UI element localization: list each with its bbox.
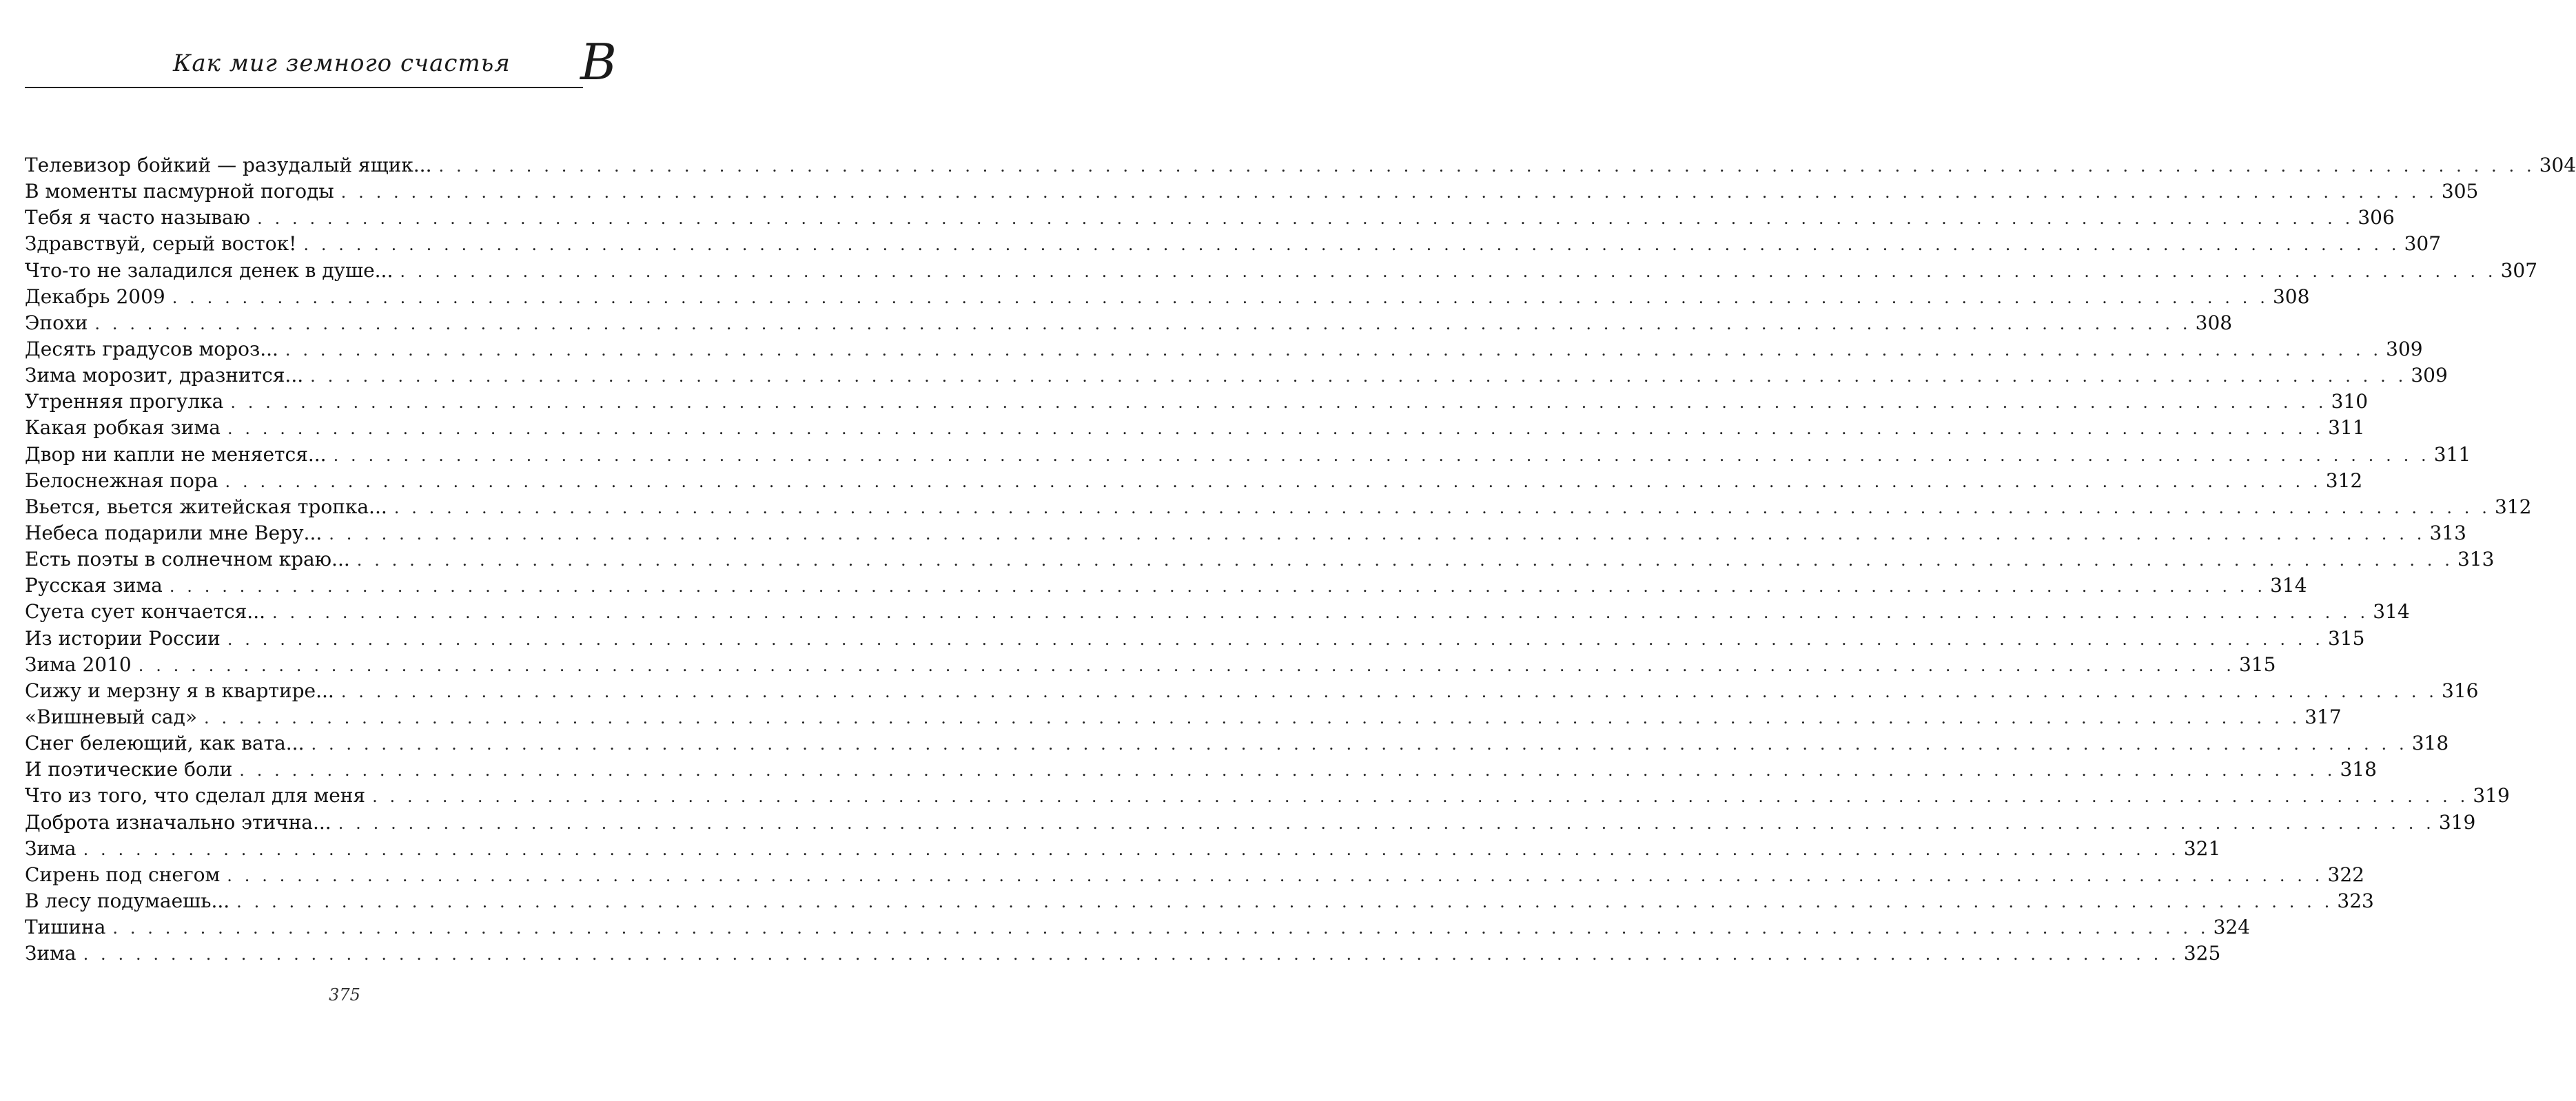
toc-entry-page: 305 <box>2441 180 2479 203</box>
dot-leader: . . . . . . . . . . . . . . . . . . . . . . . . . . . . . . . . . . . . . . . . . . . . . . . . . . . . . . . . . . . . . . . . . . . . . . . . . . . . . . . . . . . . . . . . . . . . . . . . . . . . . . . . . . . . . . . . . . . . . . . . <box>227 629 2324 649</box>
toc-entry-title: Утренняя прогулка <box>25 390 224 413</box>
toc-entry-title: Эпохи <box>25 311 88 334</box>
toc-entry <box>25 362 2448 389</box>
dot-leader: . . . . . . . . . . . . . . . . . . . . . . . . . . . . . . . . . . . . . . . . . . . . . . . . . . . . . . . . . . . . . . . . . . . . . . . . . . . . . . . . . . . . . . . . . . . . . . . . . . . . . . . . . . . . . . . . . . . . . . . . <box>239 761 2336 781</box>
toc-entry-title: Доброта изначально этична... <box>25 810 331 834</box>
toc-entry-page: 304 <box>2539 154 2576 176</box>
dot-leader: . . . . . . . . . . . . . . . . . . . . . . . . . . . . . . . . . . . . . . . . . . . . . . . . . . . . . . . . . . . . . . . . . . . . . . . . . . . . . . . . . . . . . . . . . . . . . . . . . . . . . . . . . . . . . . . . . . . . . . . . <box>204 708 2301 728</box>
toc-entry-title: Декабрь 2009 <box>25 285 165 308</box>
dot-leader: . . . . . . . . . . . . . . . . . . . . . . . . . . . . . . . . . . . . . . . . . . . . . . . . . . . . . . . . . . . . . . . . . . . . . . . . . . . . . . . . . . . . . . . . . . . . . . . . . . . . . . . . . . . . . . . . . . . . . . . . <box>285 340 2382 360</box>
toc-entry-title: «Вишневый сад» <box>25 705 197 728</box>
toc-entry <box>25 284 2310 310</box>
toc-entry-page: 310 <box>2331 390 2369 413</box>
toc-entry-title: Телевизор бойкий — разудалый ящик... <box>25 154 432 176</box>
toc-entry-title: Здравствуй, серый восток! <box>25 232 297 256</box>
toc-entry-title: Сирень под снегом <box>25 863 221 886</box>
toc-entry-page: 319 <box>2473 784 2510 807</box>
toc-entry <box>25 599 2410 625</box>
dot-leader: . . . . . . . . . . . . . . . . . . . . . . . . . . . . . . . . . . . . . . . . . . . . . . . . . . . . . . . . . . . . . . . . . . . . . . . . . . . . . . . . . . . . . . . . . . . . . . . . . . . . . . . . . . . . . . . . . . . . . . . . <box>83 839 2180 859</box>
toc-entry <box>25 573 2307 599</box>
toc-entry-page: 325 <box>2183 942 2221 965</box>
toc-entry-page: 313 <box>2457 548 2495 571</box>
toc-entry-title: Десять градусов мороз... <box>25 337 278 360</box>
toc-entry <box>25 178 2479 205</box>
toc-entry <box>25 888 2374 914</box>
dot-leader: . . . . . . . . . . . . . . . . . . . . . . . . . . . . . . . . . . . . . . . . . . . . . . . . . . . . . . . . . . . . . . . . . . . . . . . . . . . . . . . . . . . . . . . . . . . . . . . . . . . . . . . . . . . . . . . . . . . . . . . . <box>225 471 2322 491</box>
dot-leader: . . . . . . . . . . . . . . . . . . . . . . . . . . . . . . . . . . . . . . . . . . . . . . . . . . . . . . . . . . . . . . . . . . . . . . . . . . . . . . . . . . . . . . . . . . . . . . . . . . . . . . . . . . . . . . . . . . . . . . . . <box>227 419 2324 439</box>
toc-entry-page: 309 <box>2386 337 2423 360</box>
toc-entry-page: 317 <box>2304 705 2342 728</box>
toc-entry-page: 324 <box>2213 916 2251 939</box>
toc-entry-title: В моменты пасмурной погоды <box>25 180 334 203</box>
toc-entry-page: 314 <box>2270 574 2307 597</box>
toc-entry <box>25 757 2377 783</box>
dot-leader: . . . . . . . . . . . . . . . . . . . . . . . . . . . . . . . . . . . . . . . . . . . . . . . . . . . . . . . . . . . . . . . . . . . . . . . . . . . . . . . . . . . . . . . . . . . . . . . . . . . . . . . . . . . . . . . . . . . . . . . . <box>272 603 2369 623</box>
toc-entry-page: 308 <box>2272 285 2310 308</box>
toc-entry <box>25 940 2221 967</box>
dot-leader: . . . . . . . . . . . . . . . . . . . . . . . . . . . . . . . . . . . . . . . . . . . . . . . . . . . . . . . . . . . . . . . . . . . . . . . . . . . . . . . . . . . . . . . . . . . . . . . . . . . . . . . . . . . . . . . . . . . . . . . . <box>257 209 2354 229</box>
dot-leader: . . . . . . . . . . . . . . . . . . . . . . . . . . . . . . . . . . . . . . . . . . . . . . . . . . . . . . . . . . . . . . . . . . . . . . . . . . . . . . . . . . . . . . . . . . . . . . . . . . . . . . . . . . . . . . . . . . . . . . . . <box>356 550 2453 570</box>
toc-entry <box>25 836 2221 862</box>
toc-entry-title: Из истории России <box>25 626 221 650</box>
dot-leader: . . . . . . . . . . . . . . . . . . . . . . . . . . . . . . . . . . . . . . . . . . . . . . . . . . . . . . . . . . . . . . . . . . . . . . . . . . . . . . . . . . . . . . . . . . . . . . . . . . . . . . . . . . . . . . . . . . . . . . . . <box>338 813 2435 833</box>
dot-leader: . . . . . . . . . . . . . . . . . . . . . . . . . . . . . . . . . . . . . . . . . . . . . . . . . . . . . . . . . . . . . . . . . . . . . . . . . . . . . . . . . . . . . . . . . . . . . . . . . . . . . . . . . . . . . . . . . . . . . . . . <box>94 313 2191 333</box>
toc-entry <box>25 862 2364 888</box>
toc-entry-page: 323 <box>2337 889 2374 912</box>
toc-entry-title: Русская зима <box>25 574 163 597</box>
toc-entry-title: Что из того, что сделал для меня <box>25 784 366 807</box>
dot-leader: . . . . . . . . . . . . . . . . . . . . . . . . . . . . . . . . . . . . . . . . . . . . . . . . . . . . . . . . . . . . . . . . . . . . . . . . . . . . . . . . . . . . . . . . . . . . . . . . . . . . . . . . . . . . . . . . . . . . . . . . <box>311 734 2408 754</box>
dot-leader: . . . . . . . . . . . . . . . . . . . . . . . . . . . . . . . . . . . . . . . . . . . . . . . . . . . . . . . . . . . . . . . . . . . . . . . . . . . . . . . . . . . . . . . . . . . . . . . . . . . . . . . . . . . . . . . . . . . . . . . . <box>329 524 2426 544</box>
toc-entry-title: Белоснежная пора <box>25 469 218 492</box>
dot-leader: . . . . . . . . . . . . . . . . . . . . . . . . . . . . . . . . . . . . . . . . . . . . . . . . . . . . . . . . . . . . . . . . . . . . . . . . . . . . . . . . . . . . . . . . . . . . . . . . . . . . . . . . . . . . . . . . . . . . . . . . <box>230 393 2327 413</box>
toc-entry-title: Какая робкая зима <box>25 416 221 440</box>
toc-entry-title: Вьется, вьется житейская тропка... <box>25 495 387 518</box>
toc-entry-page: 306 <box>2358 206 2395 229</box>
toc-entry-title: Суета сует кончается... <box>25 600 266 624</box>
dot-leader: . . . . . . . . . . . . . . . . . . . . . . . . . . . . . . . . . . . . . . . . . . . . . . . . . . . . . . . . . . . . . . . . . . . . . . . . . . . . . . . . . . . . . . . . . . . . . . . . . . . . . . . . . . . . . . . . . . . . . . . . <box>340 681 2438 701</box>
toc-entry <box>25 704 2342 730</box>
toc-entry-page: 318 <box>2411 732 2449 755</box>
toc-entry-title: Небеса подарили мне Веру... <box>25 521 323 544</box>
toc-entry <box>25 783 2510 809</box>
toc-entry <box>25 494 2532 520</box>
toc-entry <box>25 205 2395 231</box>
running-title: Как миг земного счастья <box>173 50 511 77</box>
dot-leader: . . . . . . . . . . . . . . . . . . . . . . . . . . . . . . . . . . . . . . . . . . . . . . . . . . . . . . . . . . . . . . . . . . . . . . . . . . . . . . . . . . . . . . . . . . . . . . . . . . . . . . . . . . . . . . . . . . . . . . . . <box>112 918 2209 938</box>
dot-leader: . . . . . . . . . . . . . . . . . . . . . . . . . . . . . . . . . . . . . . . . . . . . . . . . . . . . . . . . . . . . . . . . . . . . . . . . . . . . . . . . . . . . . . . . . . . . . . . . . . . . . . . . . . . . . . . . . . . . . . . . <box>227 865 2324 885</box>
dot-leader: . . . . . . . . . . . . . . . . . . . . . . . . . . . . . . . . . . . . . . . . . . . . . . . . . . . . . . . . . . . . . . . . . . . . . . . . . . . . . . . . . . . . . . . . . . . . . . . . . . . . . . . . . . . . . . . . . . . . . . . . <box>138 655 2235 675</box>
table-of-contents <box>25 152 2576 967</box>
toc-entry <box>25 442 2471 468</box>
toc-entry <box>25 730 2449 757</box>
dot-leader: . . . . . . . . . . . . . . . . . . . . . . . . . . . . . . . . . . . . . . . . . . . . . . . . . . . . . . . . . . . . . . . . . . . . . . . . . . . . . . . . . . . . . . . . . . . . . . . . . . . . . . . . . . . . . . . . . . . . . . . . <box>236 892 2333 912</box>
toc-entry <box>25 231 2442 257</box>
toc-entry-page: 315 <box>2238 652 2276 676</box>
toc-entry-page: 315 <box>2328 626 2365 650</box>
toc-entry-title: Тишина <box>25 916 106 939</box>
toc-entry-page: 318 <box>2340 758 2377 781</box>
toc-entry-title: Снег белеющий, как вата... <box>25 732 305 755</box>
toc-entry-page: 312 <box>2325 469 2363 492</box>
toc-entry-title: Зима 2010 <box>25 652 132 676</box>
dot-leader: . . . . . . . . . . . . . . . . . . . . . . . . . . . . . . . . . . . . . . . . . . . . . . . . . . . . . . . . . . . . . . . . . . . . . . . . . . . . . . . . . . . . . . . . . . . . . . . . . . . . . . . . . . . . . . . . . . . . . . . . <box>340 183 2437 203</box>
dot-leader: . . . . . . . . . . . . . . . . . . . . . . . . . . . . . . . . . . . . . . . . . . . . . . . . . . . . . . . . . . . . . . . . . . . . . . . . . . . . . . . . . . . . . . . . . . . . . . . . . . . . . . . . . . . . . . . . . . . . . . . . <box>372 787 2469 807</box>
toc-entry-page: 307 <box>2500 258 2538 282</box>
dot-leader: . . . . . . . . . . . . . . . . . . . . . . . . . . . . . . . . . . . . . . . . . . . . . . . . . . . . . . . . . . . . . . . . . . . . . . . . . . . . . . . . . . . . . . . . . . . . . . . . . . . . . . . . . . . . . . . . . . . . . . . . <box>310 367 2407 387</box>
page-number: 375 <box>329 985 360 1005</box>
toc-entry-page: 313 <box>2429 521 2466 544</box>
toc-entry-title: И поэтические боли <box>25 758 233 781</box>
running-header <box>25 33 620 96</box>
header-rule <box>25 87 583 88</box>
dot-leader: . . . . . . . . . . . . . . . . . . . . . . . . . . . . . . . . . . . . . . . . . . . . . . . . . . . . . . . . . . . . . . . . . . . . . . . . . . . . . . . . . . . . . . . . . . . . . . . . . . . . . . . . . . . . . . . . . . . . . . . . <box>303 235 2400 255</box>
toc-entry-title: Зима морозит, дразнится... <box>25 364 304 387</box>
toc-entry <box>25 810 2476 836</box>
dot-leader: . . . . . . . . . . . . . . . . . . . . . . . . . . . . . . . . . . . . . . . . . . . . . . . . . . . . . . . . . . . . . . . . . . . . . . . . . . . . . . . . . . . . . . . . . . . . . . . . . . . . . . . . . . . . . . . . . . . . . . . . <box>169 577 2267 597</box>
toc-entry-title: Сижу и мерзну я в квартире... <box>25 679 334 702</box>
toc-entry-page: 307 <box>2404 232 2442 256</box>
toc-entry-title: Двор ни капли не меняется... <box>25 442 327 466</box>
toc-entry <box>25 546 2495 573</box>
toc-entry-page: 311 <box>2328 416 2365 440</box>
toc-entry <box>25 520 2466 546</box>
toc-entry-page: 308 <box>2195 311 2233 334</box>
dot-leader: . . . . . . . . . . . . . . . . . . . . . . . . . . . . . . . . . . . . . . . . . . . . . . . . . . . . . . . . . . . . . . . . . . . . . . . . . . . . . . . . . . . . . . . . . . . . . . . . . . . . . . . . . . . . . . . . . . . . . . . . <box>172 287 2269 307</box>
dot-leader: . . . . . . . . . . . . . . . . . . . . . . . . . . . . . . . . . . . . . . . . . . . . . . . . . . . . . . . . . . . . . . . . . . . . . . . . . . . . . . . . . . . . . . . . . . . . . . . . . . . . . . . . . . . . . . . . . . . . . . . . <box>438 156 2535 176</box>
dot-leader: . . . . . . . . . . . . . . . . . . . . . . . . . . . . . . . . . . . . . . . . . . . . . . . . . . . . . . . . . . . . . . . . . . . . . . . . . . . . . . . . . . . . . . . . . . . . . . . . . . . . . . . . . . . . . . . . . . . . . . . . <box>333 445 2430 465</box>
toc-entry-page: 322 <box>2327 863 2364 886</box>
toc-entry <box>25 310 2233 336</box>
dot-leader: . . . . . . . . . . . . . . . . . . . . . . . . . . . . . . . . . . . . . . . . . . . . . . . . . . . . . . . . . . . . . . . . . . . . . . . . . . . . . . . . . . . . . . . . . . . . . . . . . . . . . . . . . . . . . . . . . . . . . . . . <box>400 261 2497 281</box>
toc-entry-page: 311 <box>2433 442 2471 466</box>
toc-entry-title: Есть поэты в солнечном краю... <box>25 548 350 571</box>
dot-leader: . . . . . . . . . . . . . . . . . . . . . . . . . . . . . . . . . . . . . . . . . . . . . . . . . . . . . . . . . . . . . . . . . . . . . . . . . . . . . . . . . . . . . . . . . . . . . . . . . . . . . . . . . . . . . . . . . . . . . . . . <box>393 497 2491 517</box>
dot-leader: . . . . . . . . . . . . . . . . . . . . . . . . . . . . . . . . . . . . . . . . . . . . . . . . . . . . . . . . . . . . . . . . . . . . . . . . . . . . . . . . . . . . . . . . . . . . . . . . . . . . . . . . . . . . . . . . . . . . . . . . <box>83 945 2180 965</box>
toc-entry-page: 319 <box>2438 810 2476 834</box>
toc-entry <box>25 389 2369 415</box>
toc-entry-title: В лесу подумаешь... <box>25 889 230 912</box>
toc-entry <box>25 626 2365 652</box>
toc-entry <box>25 652 2276 678</box>
toc-entry <box>25 678 2479 704</box>
toc-entry <box>25 258 2538 284</box>
toc-entry-page: 309 <box>2411 364 2448 387</box>
toc-entry-title: Зима <box>25 942 76 965</box>
toc-entry <box>25 152 2576 178</box>
toc-entry-title: Тебя я часто называю <box>25 206 251 229</box>
toc-entry-page: 321 <box>2183 836 2221 860</box>
toc-entry-title: Что-то не заладился денек в душе... <box>25 258 393 282</box>
toc-entry-page: 314 <box>2373 600 2410 624</box>
toc-entry <box>25 415 2365 441</box>
toc-entry <box>25 468 2363 494</box>
section-letter: В <box>580 33 617 91</box>
toc-entry-page: 316 <box>2442 679 2479 702</box>
toc-entry-title: Зима <box>25 836 76 860</box>
toc-entry <box>25 336 2423 362</box>
toc-entry <box>25 914 2251 940</box>
toc-entry-page: 312 <box>2494 495 2532 518</box>
